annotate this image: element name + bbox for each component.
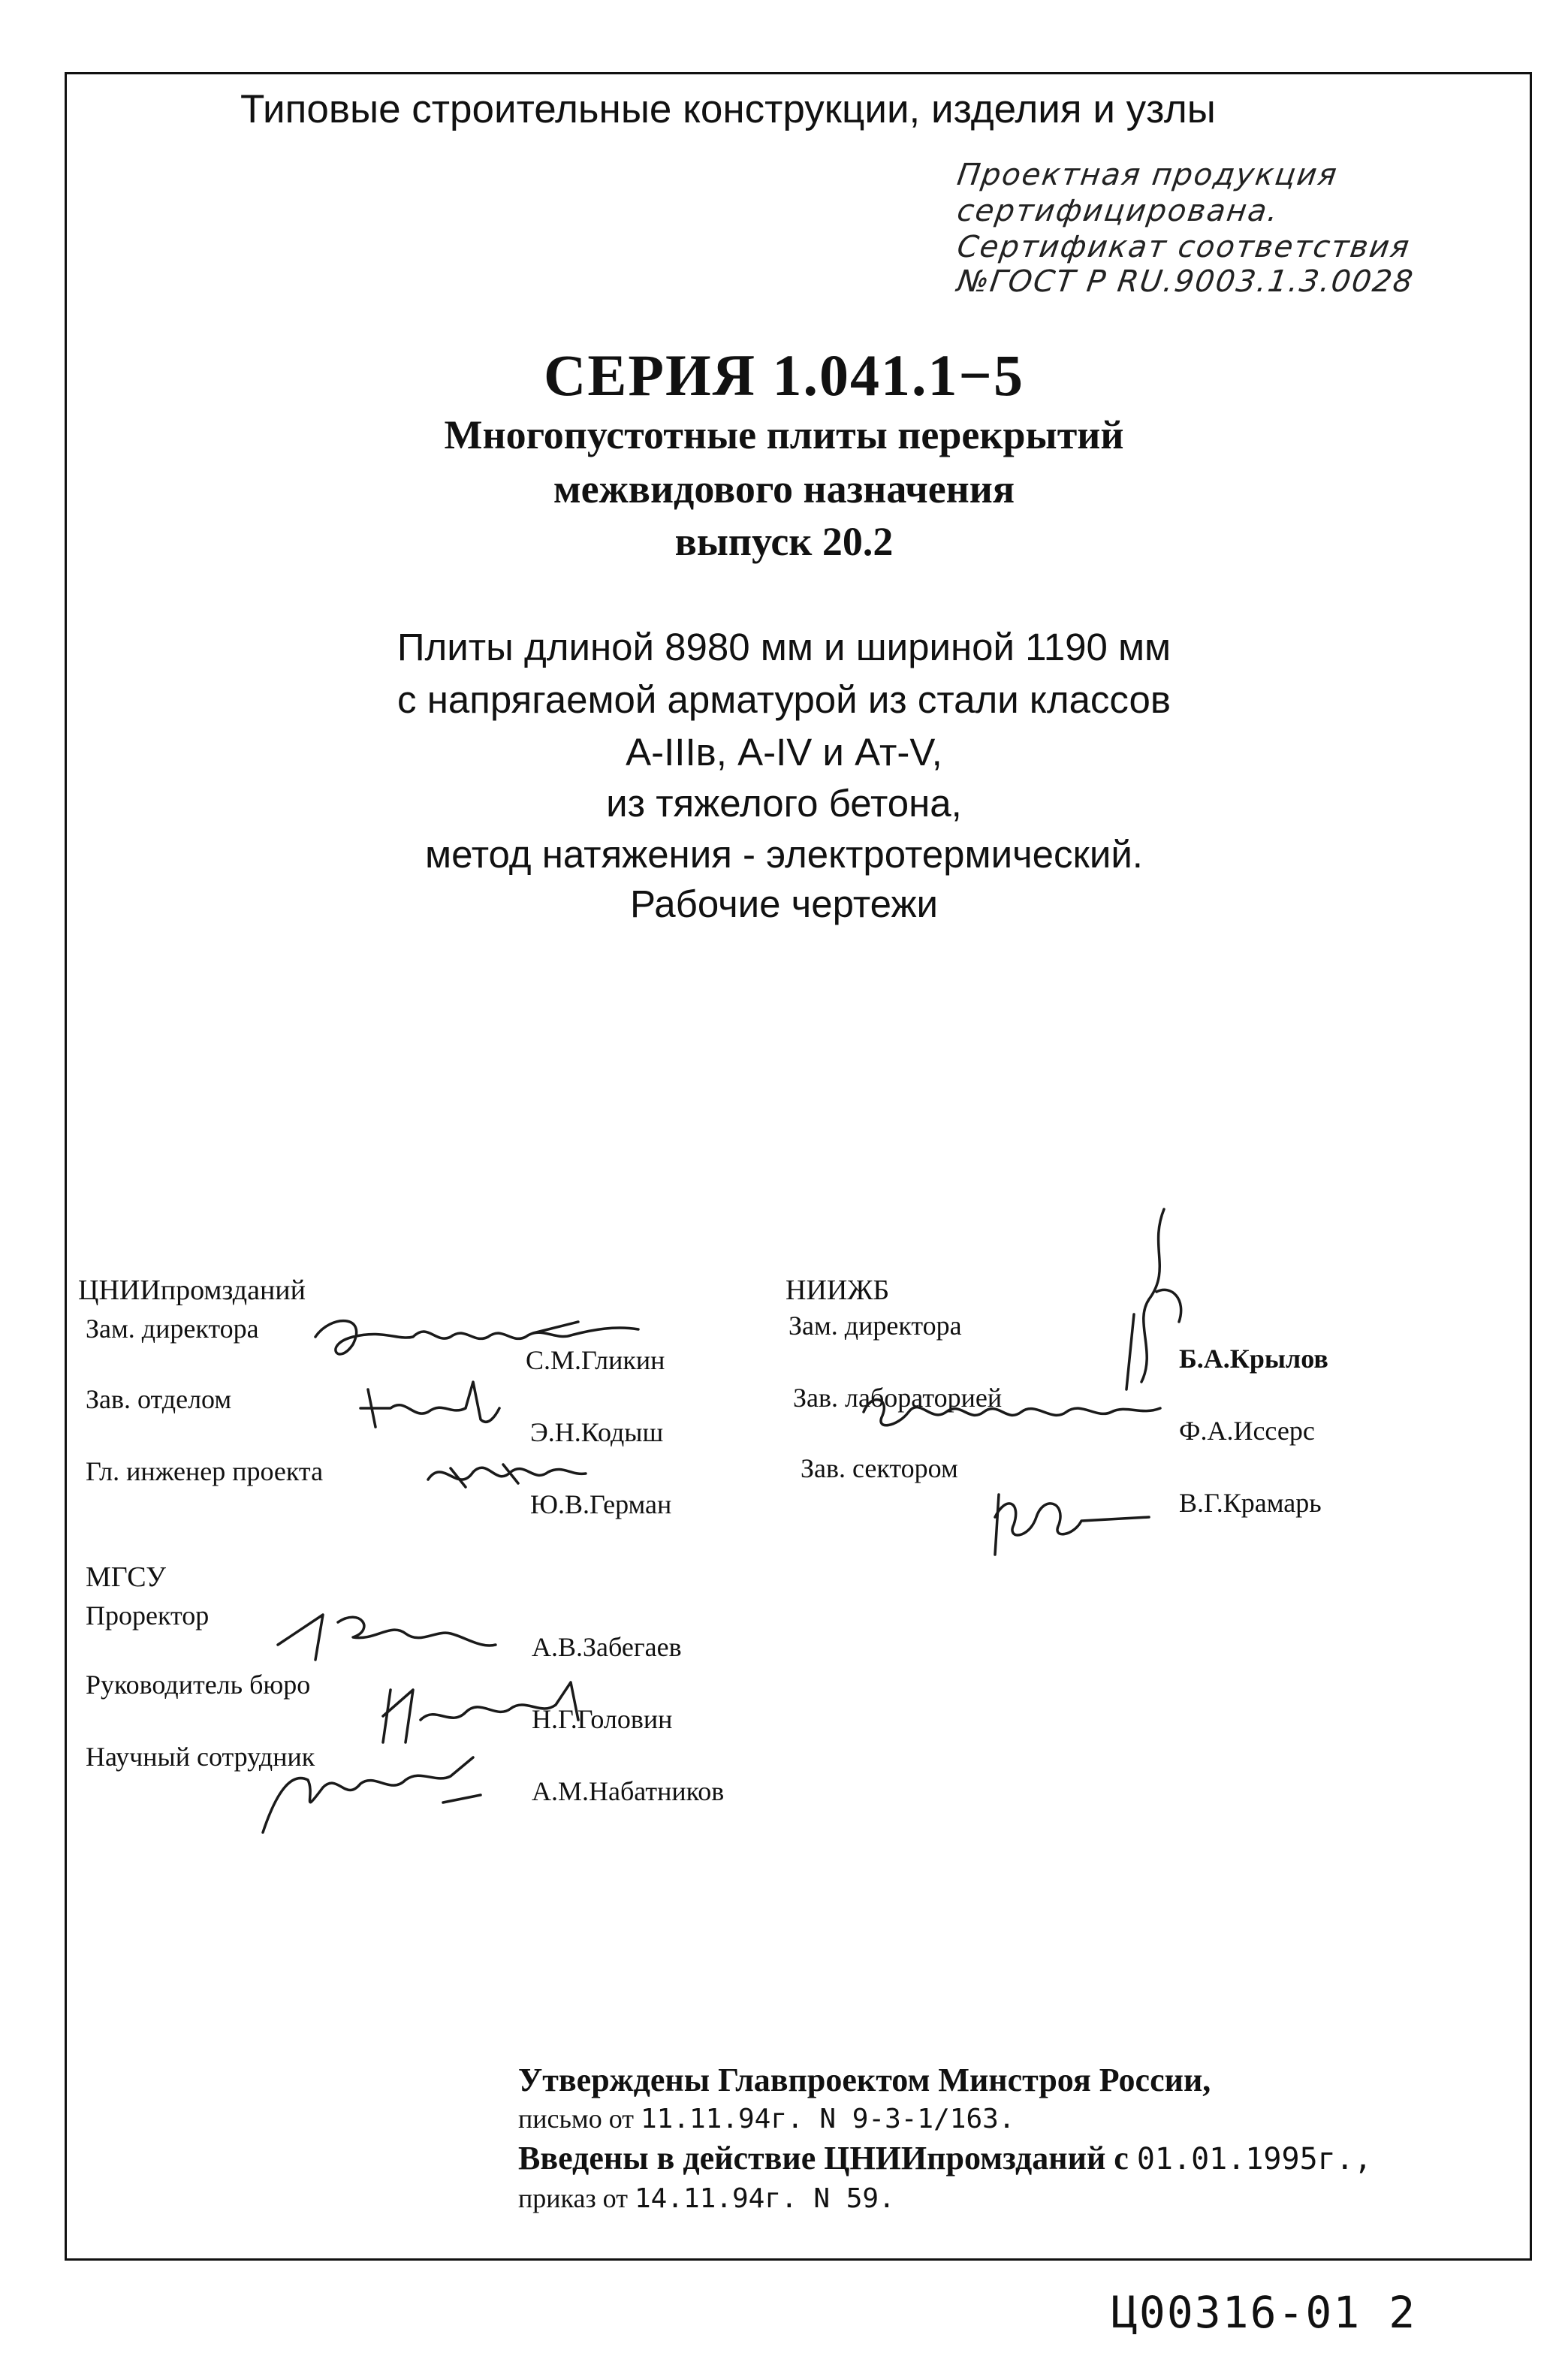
signature-nabatnikov <box>248 1742 503 1848</box>
signature-krylov <box>1104 1202 1209 1397</box>
enacted-line <box>518 2139 1372 2177</box>
person-name: В.Г.Крамарь <box>1179 1488 1322 1518</box>
signature-kodysh <box>353 1374 503 1442</box>
description-line: А-IIIв, А-IV и Ат-V, <box>626 731 942 774</box>
person-name: Ф.А.Иссерс <box>1179 1416 1315 1446</box>
role-label: Руководитель бюро <box>86 1670 311 1700</box>
signature-issers <box>856 1382 1171 1442</box>
role-label: Зам. директора <box>789 1311 962 1341</box>
role-label: Зав. отделом <box>86 1384 232 1414</box>
enacted-date: 01.01.1995г., <box>1136 2142 1372 2177</box>
letter-line <box>518 2103 1015 2134</box>
description-line: из тяжелого бетона, <box>606 782 962 825</box>
person-name: А.М.Набатников <box>532 1776 725 1806</box>
enacted-by: Введены в действие ЦНИИпромзданий с <box>518 2140 1129 2177</box>
organization-name: МГСУ <box>86 1561 167 1593</box>
person-name: С.М.Гликин <box>526 1345 665 1375</box>
role-label: Проректор <box>86 1600 210 1631</box>
organization-name: НИИЖБ <box>786 1275 890 1306</box>
document-number: Ц00316-01 2 <box>1111 2287 1417 2338</box>
issue-number: выпуск 20.2 <box>674 519 894 564</box>
order-line <box>518 2183 895 2214</box>
collection-title: Типовые строительные конструкции, изделия и узлы <box>240 87 1216 131</box>
letter-details: 11.11.94г. N 9-3-1/163. <box>640 2104 1015 2134</box>
certification-line: Сертификат соответствия <box>954 230 1413 264</box>
person-name: Ю.В.Герман <box>530 1489 672 1519</box>
approved-by: Утверждены Главпроектом Минстроя России, <box>518 2062 1211 2098</box>
description-line: метод натяжения - электротермический. <box>425 833 1143 876</box>
signature-glikin <box>308 1307 668 1374</box>
main-title-line1: Многопустотные плиты перекрытий <box>444 412 1124 457</box>
person-name: Н.Г.Головин <box>532 1704 673 1734</box>
person-name: Э.Н.Кодыш <box>530 1417 664 1447</box>
signature-zabegaev <box>270 1592 526 1675</box>
certification-number: №ГОСТ Р RU.9003.1.3.0028 <box>954 264 1416 299</box>
role-label: Зам. директора <box>86 1314 259 1344</box>
letter-prefix: письмо от <box>518 2104 634 2134</box>
organization-name: ЦНИИпромзданий <box>78 1275 306 1306</box>
certification-line: Проектная продукция <box>954 158 1340 192</box>
signature-kramar <box>984 1472 1164 1570</box>
role-label: Научный сотрудник <box>86 1742 315 1772</box>
role-label: Зав. лабораторией <box>793 1383 1003 1413</box>
description-line: с напрягаемой арматурой из стали классов <box>397 678 1171 721</box>
description-line: Плиты длиной 8980 мм и шириной 1190 мм <box>397 626 1171 668</box>
order-prefix: приказ от <box>518 2183 628 2213</box>
series-title: СЕРИЯ 1.041.1−5 <box>544 342 1024 408</box>
role-label: Зав. сектором <box>801 1453 958 1483</box>
description-line: Рабочие чертежи <box>629 882 939 925</box>
certification-line: сертифицирована. <box>954 194 1282 228</box>
main-title-line2: межвидового назначения <box>553 466 1015 511</box>
order-details: 14.11.94г. N 59. <box>634 2183 895 2214</box>
person-name: Б.А.Крылов <box>1179 1344 1328 1374</box>
person-name: А.В.Забегаев <box>532 1632 682 1662</box>
role-label: Гл. инженер проекта <box>86 1456 324 1486</box>
signature-german <box>421 1442 593 1510</box>
